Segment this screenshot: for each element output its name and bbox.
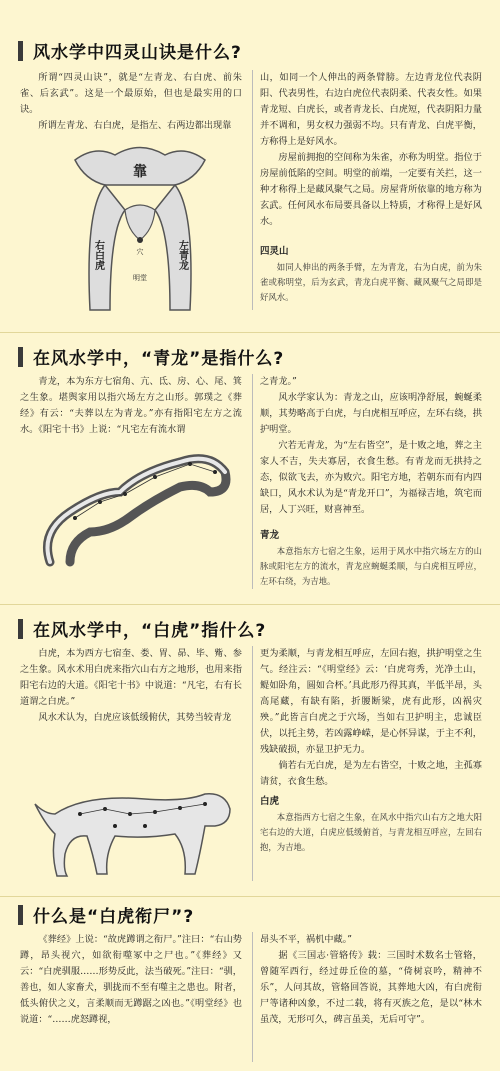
section-heading bbox=[18, 38, 242, 63]
note-text: 本意指东方七宿之生象，运用于风水中指穴场左方的山脉或阳宅左方的流水，青龙应蜿蜒柔顺，与白虎相互呼应，左环右绕，为吉地。 bbox=[260, 546, 482, 586]
column-divider bbox=[252, 932, 253, 1062]
column-divider bbox=[252, 374, 253, 589]
heading-bar bbox=[18, 347, 23, 367]
label-mingtang: 明堂 bbox=[133, 274, 147, 282]
paragraph: 《葬经》上说：“故虎蹲谓之衔尸。”注曰：“右山势蹲，昂头视穴，如欲衔噬冢中之尸也。”《葬经》又云：“白虎驯服……形势反此，法当破死。”注曰：“驯，善也，如人家畜犬，驯拢而不至有噬主之患也。附者，低头俯伏之义，言柔顺而无蹲踞之凶也。”《明堂经》也说道：“……虎怒蹲视， bbox=[20, 934, 242, 1025]
right-column bbox=[260, 646, 482, 855]
paragraph: 更为柔顺，与青龙相互呼应，左回右抱，拱护明堂之生气。经注云：“《明堂经》云：‘白虎弯秀，光净土山，鳀如卧角，圆如合杯。’具此形乃得其真，半低半昂，头高尾藏，有缺有陷，折腰断梁，虎有此形，凶祸灾殃。”此皆言白虎之于穴场，当如右卫护明主，忠诚臣伏，以托主势，若凶露峥嵘，是心怀异谋，于主不利，残缺破损，亦显卫护无力。 bbox=[260, 648, 482, 755]
paragraph: 风水学家认为：青龙之山，应该明净舒展，蜿蜒柔顺，其势略高于白虎，与白虎相互呼应，左环右绕，拱护明堂。 bbox=[260, 392, 482, 435]
paragraph: 山，如同一个人伸出的两条臂膀。左边青龙位代表阴阳、代表男性，右边白虎位代表阴柔、代表女性。如果青龙短、白虎长，或者青龙长、白虎短，代表阴阳力量并不调和，男女权力强弱不均。只有青龙、白虎平衡，方称得上是好风水。 bbox=[260, 72, 482, 147]
heading-bar bbox=[18, 619, 23, 639]
xue-point bbox=[137, 237, 143, 243]
left-column bbox=[20, 646, 242, 726]
label-kao: 靠 bbox=[133, 164, 147, 180]
right-column bbox=[260, 374, 482, 589]
paragraph: 之青龙。” bbox=[260, 376, 297, 387]
right-column bbox=[260, 932, 482, 1028]
section-heading bbox=[18, 902, 194, 927]
column-divider bbox=[252, 646, 253, 881]
note-text: 如同人伸出的两条手臂，左为青龙，右为白虎，前为朱雀或称明堂，后为玄武，青龙白虎平衡、藏风聚气之局即是好风水。 bbox=[260, 262, 482, 302]
paragraph: 据《三国志·管辂传》载：三国时术数名士管辂，曾随军西行，经过毋丘俭的墓，“倚树哀吟，精神不乐”，人问其故，管辂回答说，其葬地大凶，有白虎衔尸等诸种凶象，不过二载，将有灭族之危，是以“林木虽茂，无形可久，碑言虽美，无后可守”。 bbox=[260, 950, 482, 1025]
section-white-tiger bbox=[0, 604, 500, 894]
four-spirits-diagram bbox=[55, 140, 225, 315]
note-text: 本意指西方七宿之生象，在风水中指穴山右方之地大阳宅右边的大道，白虎应低缓俯首，与青龙相互呼应，左回右抱，为吉地。 bbox=[260, 812, 482, 852]
head-shape bbox=[125, 205, 155, 240]
paragraph: 房屋前拥抱的空间称为朱雀，亦称为明堂。指位于房屋前低陷的空间。明堂的前端，一定要有关拦，这一种才称得上是藏风聚气之局。房屋背所依靠的地方称为玄武。任何风水布局要具备以上特质，才称得上是好风水。 bbox=[260, 152, 482, 227]
heading-bar bbox=[18, 41, 23, 61]
label-green-dragon: 左青龙 bbox=[176, 240, 188, 270]
section-tiger-holding-corpse bbox=[0, 896, 500, 1071]
left-column bbox=[20, 932, 242, 1028]
section-four-spirits bbox=[0, 0, 500, 330]
paragraph: 白虎，本为西方七宿奎、娄、胃、昴、毕、觜、参之生象。风水术用白虎来指穴山右方之地形，也用来指阳宅右边的大道。《阳宅十书》中说道：“凡宅，右有长道谓之白虎。” bbox=[20, 648, 242, 707]
paragraph: 风水术认为，白虎应该低缓俯伏，其势当较青龙 bbox=[38, 712, 232, 723]
paragraph: 昂头不平，祸机中藏。” bbox=[260, 934, 352, 945]
paragraph: 所谓“四灵山诀”，就是“左青龙、右白虎、前朱雀、后玄武”。这是一个最原始，但也是最实用的口诀。 bbox=[20, 72, 242, 115]
right-column bbox=[260, 70, 482, 305]
note-heading: 白虎 bbox=[260, 796, 280, 807]
section-title: 在风水学中，“白虎”指什么? bbox=[33, 621, 267, 641]
paragraph: 青龙，本为东方七宿角、亢、氐、房、心、尾、箕之生象。堪舆家用以指穴场左方之山形。郭璞之《葬经》有云：“夫葬以左为青龙。”亦有指阳宅左方之流水。《阳宅十书》上说：“凡宅左有流水谓 bbox=[20, 376, 242, 435]
left-column bbox=[20, 374, 242, 438]
paragraph: 穴若无青龙，为“左右皆空”，是十败之地，葬之主家人不吉，失夫寡居，衣食生愁。有青龙而无拱持之态，似欲飞去，亦为败穴。阳宅方地，若朝东而有内四缺口，风水术认为是“青龙开口”，为福禄吉地，筑宅而居，人丁兴旺，财喜神至。 bbox=[260, 440, 482, 515]
white-tiger-illustration bbox=[25, 764, 245, 884]
left-column bbox=[20, 70, 242, 134]
paragraph: 所谓左青龙、右白虎，是指左、右两边都出现靠 bbox=[38, 120, 232, 131]
note-heading: 四灵山 bbox=[260, 246, 289, 257]
section-green-dragon bbox=[0, 332, 500, 602]
section-title: 在风水学中，“青龙”是指什么? bbox=[33, 349, 285, 369]
paragraph: 倘若右无白虎，是为左右皆空，十败之地，主孤寡请贫，衣食生愁。 bbox=[260, 760, 482, 787]
section-heading bbox=[18, 616, 266, 641]
section-title: 什么是“白虎衔尸”? bbox=[33, 907, 195, 927]
section-heading bbox=[18, 344, 284, 369]
section-title: 风水学中四灵山诀是什么? bbox=[33, 43, 242, 63]
green-dragon-illustration bbox=[30, 432, 240, 572]
label-xue: 穴 bbox=[136, 248, 144, 256]
note-heading: 青龙 bbox=[260, 530, 280, 541]
column-divider bbox=[252, 70, 253, 310]
heading-bar bbox=[18, 905, 23, 925]
label-white-tiger: 右白虎 bbox=[92, 240, 104, 270]
tiger-body bbox=[35, 794, 230, 876]
